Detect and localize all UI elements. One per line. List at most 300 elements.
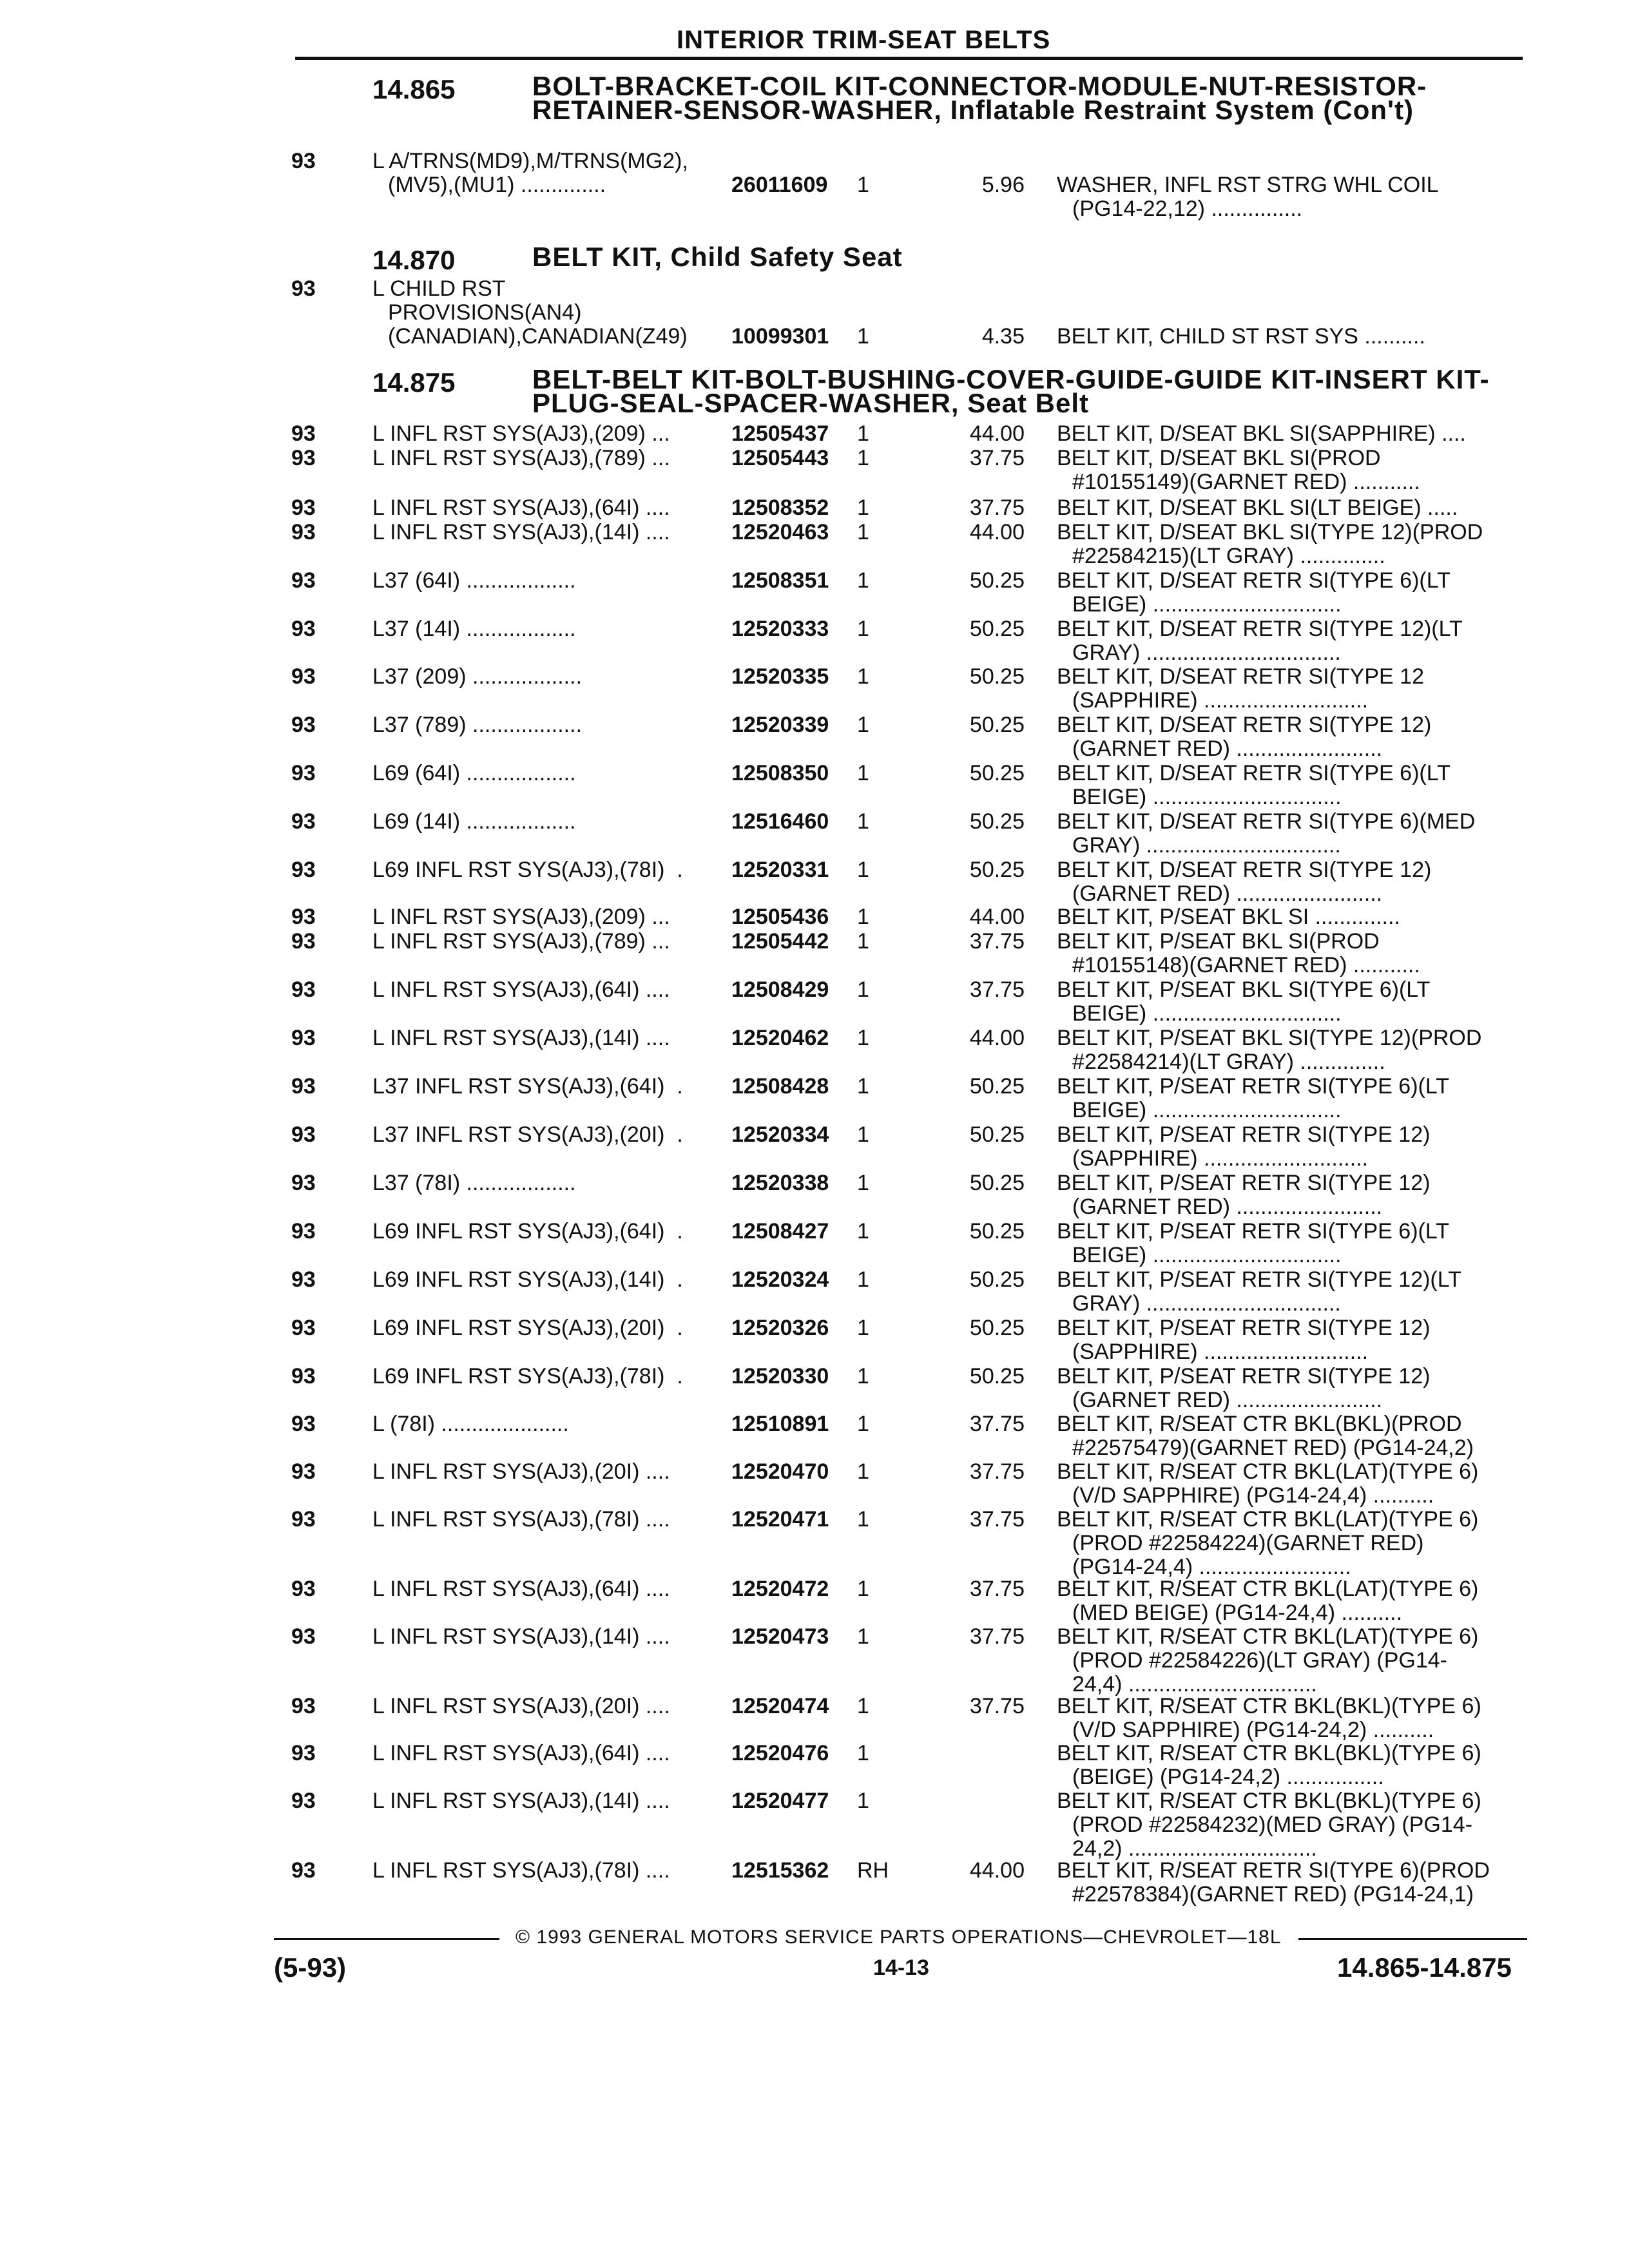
quantity: 1	[857, 905, 869, 929]
application-line: L (78I) .....................	[372, 1412, 569, 1436]
description-cell	[1057, 1075, 1527, 1122]
description-line: (GARNET RED) ........................	[1072, 1388, 1383, 1412]
group-number: 93	[291, 713, 316, 737]
price: 5.96	[981, 173, 1025, 197]
application-line: L37 INFL RST SYS(AJ3),(64I) .	[372, 1075, 683, 1099]
quantity: 1	[857, 1789, 869, 1813]
description-line: (SAPPHIRE) ...........................	[1072, 688, 1369, 713]
quantity: 1	[857, 617, 869, 641]
description-line: (V/D SAPPHIRE) (PG14-24,2) ..........	[1072, 1718, 1434, 1742]
application-cell	[372, 569, 720, 593]
footer-page-number: 14-13	[873, 1956, 929, 1980]
group-number: 93	[291, 421, 316, 446]
section-14865	[372, 71, 1532, 151]
description-line: BELT KIT, P/SEAT RETR SI(TYPE 6)(LT	[1057, 1074, 1449, 1099]
description-line: (GARNET RED) ........................	[1072, 736, 1383, 761]
application-cell	[372, 1123, 720, 1147]
application-cell	[372, 1742, 720, 1765]
description-line: BELT KIT, CHILD ST RST SYS ..........	[1057, 324, 1425, 349]
group-number: 93	[291, 1074, 316, 1099]
description-cell	[1057, 1268, 1527, 1316]
description-line: BELT KIT, D/SEAT RETR SI(TYPE 12)(LT	[1057, 617, 1463, 641]
application-cell	[372, 1859, 720, 1883]
application-cell	[372, 978, 720, 1002]
section-title: BELT KIT, Child Safety Seat	[532, 242, 903, 272]
quantity: 1	[857, 1026, 869, 1050]
application-line: L INFL RST SYS(AJ3),(64I) ....	[372, 978, 670, 1002]
part-number: 12516460	[731, 809, 829, 834]
application-line: L37 (14I) ..................	[372, 617, 576, 641]
part-number: 12520335	[731, 664, 829, 689]
quantity: 1	[857, 1219, 869, 1244]
description-line: #22584215)(LT GRAY) ..............	[1072, 544, 1385, 568]
description-line: BELT KIT, D/SEAT RETR SI(TYPE 6)(MED	[1057, 809, 1476, 834]
part-number: 12520472	[731, 1577, 829, 1601]
part-number: 12520462	[731, 1026, 829, 1050]
part-number: 12520463	[731, 520, 829, 544]
group-number: 93	[291, 1364, 316, 1389]
description-line: 24,2) ...............................	[1072, 1836, 1317, 1861]
description-cell	[1057, 1123, 1527, 1171]
price: 50.25	[969, 664, 1025, 689]
description-line: BELT KIT, P/SEAT BKL SI ..............	[1057, 905, 1400, 929]
application-cell	[372, 1365, 720, 1389]
application-cell	[372, 1316, 720, 1340]
price: 50.25	[969, 1171, 1025, 1195]
description-line: BEIGE) ...............................	[1072, 592, 1342, 617]
price: 50.25	[969, 617, 1025, 641]
description-cell	[1057, 617, 1527, 665]
description-line: BELT KIT, P/SEAT BKL SI(PROD	[1057, 929, 1380, 954]
description-cell	[1057, 930, 1527, 977]
application-line: L37 (64I) ..................	[372, 569, 576, 593]
price: 44.00	[969, 1026, 1025, 1050]
part-number: 10099301	[731, 324, 829, 349]
description-cell	[1057, 1460, 1527, 1508]
part-number: 12505436	[731, 905, 829, 929]
description-line: BEIGE) ...............................	[1072, 1098, 1342, 1122]
part-number: 12508352	[731, 495, 829, 520]
description-line: BELT KIT, P/SEAT RETR SI(TYPE 12)(LT	[1057, 1267, 1461, 1292]
quantity: 1	[857, 809, 869, 834]
group-number: 93	[291, 1577, 316, 1601]
part-number: 12520339	[731, 713, 829, 737]
application-cell	[372, 447, 720, 470]
description-line: GRAY) ................................	[1072, 833, 1341, 858]
description-line: #22575479)(GARNET RED) (PG14-24,2)	[1072, 1436, 1474, 1460]
quantity: 1	[857, 858, 869, 882]
price: 37.75	[969, 1624, 1025, 1649]
group-number: 93	[291, 809, 316, 834]
description-line: BELT KIT, D/SEAT RETR SI(TYPE 12	[1057, 664, 1424, 689]
description-line: (PROD #22584224)(GARNET RED)	[1072, 1531, 1424, 1555]
description-line: BELT KIT, P/SEAT BKL SI(TYPE 6)(LT	[1057, 977, 1431, 1002]
part-number: 12515362	[731, 1858, 829, 1883]
part-number: 12505437	[731, 421, 829, 446]
section-title: BOLT-BRACKET-COIL KIT-CONNECTOR-MODULE-NUT-RESISTOR-RETAINER-SENSOR-WASHER, Inflatable Restraint System (Con't)	[532, 71, 1427, 125]
page-title: INTERIOR TRIM-SEAT BELTS	[677, 26, 1051, 54]
description-line: BELT KIT, R/SEAT CTR BKL(LAT)(TYPE 6)	[1057, 1577, 1479, 1601]
group-number: 93	[291, 858, 316, 882]
application-line: (MV5),(MU1) ..............	[388, 173, 606, 197]
group-number: 93	[291, 1412, 316, 1436]
description-line: WASHER, INFL RST STRG WHL COIL	[1057, 173, 1439, 197]
description-cell	[1057, 1026, 1527, 1074]
part-number: 12508427	[731, 1219, 829, 1244]
application-cell	[372, 1789, 720, 1813]
part-number: 12505443	[731, 446, 829, 470]
quantity: 1	[857, 1122, 869, 1147]
application-line: L INFL RST SYS(AJ3),(209) ...	[372, 422, 670, 446]
description-cell	[1057, 1577, 1527, 1625]
description-line: BELT KIT, R/SEAT CTR BKL(BKL)(PROD	[1057, 1412, 1462, 1436]
description-cell	[1057, 905, 1527, 929]
part-number: 12520333	[731, 617, 829, 641]
quantity: 1	[857, 977, 869, 1002]
application-line: L37 INFL RST SYS(AJ3),(20I) .	[372, 1123, 683, 1147]
description-line: BEIGE) ...............................	[1072, 1243, 1342, 1267]
quantity: 1	[857, 1624, 869, 1649]
price: 50.25	[969, 713, 1025, 737]
price: 37.75	[969, 977, 1025, 1002]
part-number: 12508351	[731, 568, 829, 593]
description-cell	[1057, 447, 1527, 494]
description-line: BELT KIT, D/SEAT BKL SI(PROD	[1057, 446, 1381, 470]
price: 44.00	[969, 1858, 1025, 1883]
application-line: L INFL RST SYS(AJ3),(14I) ....	[372, 1026, 670, 1050]
description-line: #10155148)(GARNET RED) ...........	[1072, 953, 1420, 977]
description-line: BELT KIT, R/SEAT CTR BKL(LAT)(TYPE 6)	[1057, 1507, 1479, 1532]
application-line: L INFL RST SYS(AJ3),(209) ...	[372, 905, 670, 929]
price: 37.75	[969, 1459, 1025, 1484]
price: 50.25	[969, 1219, 1025, 1244]
part-number: 12508428	[731, 1074, 829, 1099]
part-number: 12520473	[731, 1624, 829, 1649]
description-line: BELT KIT, P/SEAT RETR SI(TYPE 12)	[1057, 1122, 1431, 1147]
application-line: L37 (789) ..................	[372, 713, 583, 737]
description-line: #22584214)(LT GRAY) ..............	[1072, 1050, 1385, 1074]
description-line: (PG14-22,12) ...............	[1072, 197, 1303, 221]
description-cell	[1057, 1365, 1527, 1412]
description-line: BELT KIT, R/SEAT CTR BKL(BKL)(TYPE 6)	[1057, 1789, 1481, 1813]
part-number: 12520470	[731, 1459, 829, 1484]
group-number: 93	[291, 1122, 316, 1147]
description-line: (PROD #22584226)(LT GRAY) (PG14-	[1072, 1648, 1448, 1673]
description-line: BELT KIT, D/SEAT BKL SI(TYPE 12)(PROD	[1057, 520, 1483, 544]
description-line: BEIGE) ...............................	[1072, 1001, 1342, 1026]
description-cell	[1057, 325, 1527, 349]
description-line: BELT KIT, D/SEAT BKL SI(SAPPHIRE) ....	[1057, 421, 1466, 446]
section-14870	[372, 242, 1532, 277]
price: 37.75	[969, 446, 1025, 470]
description-cell	[1057, 713, 1527, 761]
group-number: 93	[291, 446, 316, 470]
part-number: 12520334	[731, 1122, 829, 1147]
application-line: L INFL RST SYS(AJ3),(789) ...	[372, 930, 670, 954]
description-cell	[1057, 1789, 1527, 1861]
description-cell	[1057, 1625, 1527, 1696]
description-cell	[1057, 1742, 1527, 1789]
description-cell	[1057, 1859, 1527, 1907]
description-cell	[1057, 858, 1527, 906]
part-number: 12505442	[731, 929, 829, 954]
quantity: 1	[857, 421, 869, 446]
description-cell	[1057, 1171, 1527, 1219]
quantity: 1	[857, 1316, 869, 1340]
footer-rule-left	[274, 1938, 499, 1940]
description-cell	[1057, 496, 1527, 520]
group-number: 93	[291, 664, 316, 689]
description-cell	[1057, 1695, 1527, 1742]
application-cell	[372, 1577, 720, 1601]
part-number: 12508429	[731, 977, 829, 1002]
application-line: L INFL RST SYS(AJ3),(789) ...	[372, 447, 670, 470]
group-number: 93	[291, 1171, 316, 1195]
application-line: L INFL RST SYS(AJ3),(78I) ....	[372, 1859, 670, 1883]
price: 37.75	[969, 929, 1025, 954]
price: 44.00	[969, 905, 1025, 929]
part-number: 12520476	[731, 1741, 829, 1765]
quantity: 1	[857, 495, 869, 520]
application-cell	[372, 277, 720, 349]
price: 50.25	[969, 568, 1025, 593]
application-cell	[372, 496, 720, 520]
application-line: L INFL RST SYS(AJ3),(20I) ....	[372, 1695, 670, 1718]
application-line: L CHILD RST	[372, 277, 506, 301]
application-line: L37 (209) ..................	[372, 665, 583, 689]
application-line: L69 INFL RST SYS(AJ3),(64I) .	[372, 1220, 683, 1244]
description-line: BELT KIT, D/SEAT RETR SI(TYPE 12)	[1057, 713, 1432, 737]
application-line: L69 INFL RST SYS(AJ3),(14I) .	[372, 1268, 683, 1292]
group-number: 93	[291, 276, 316, 301]
group-number: 93	[291, 1026, 316, 1050]
description-cell	[1057, 521, 1527, 568]
quantity: 1	[857, 1577, 869, 1601]
application-cell	[372, 1460, 720, 1484]
part-number: 12520471	[731, 1507, 829, 1532]
application-line: L A/TRNS(MD9),M/TRNS(MG2),	[372, 149, 688, 173]
application-cell	[372, 930, 720, 954]
quantity: 1	[857, 1412, 869, 1436]
application-cell	[372, 762, 720, 785]
price: 50.25	[969, 1364, 1025, 1389]
group-number: 93	[291, 1624, 316, 1649]
application-line: PROVISIONS(AN4)	[388, 300, 582, 325]
header-rule	[295, 57, 1523, 60]
group-number: 93	[291, 1459, 316, 1484]
description-line: GRAY) ................................	[1072, 1291, 1341, 1316]
part-number: 12520477	[731, 1789, 829, 1813]
group-number: 93	[291, 495, 316, 520]
description-line: (SAPPHIRE) ...........................	[1072, 1340, 1369, 1364]
group-number: 93	[291, 1267, 316, 1292]
application-line: L69 INFL RST SYS(AJ3),(20I) .	[372, 1316, 683, 1340]
application-line: L INFL RST SYS(AJ3),(64I) ....	[372, 1577, 670, 1601]
part-number: 12520326	[731, 1316, 829, 1340]
application-cell	[372, 521, 720, 544]
description-line: (BEIGE) (PG14-24,2) ................	[1072, 1765, 1384, 1789]
description-line: BELT KIT, D/SEAT RETR SI(TYPE 12)	[1057, 858, 1432, 882]
application-line: L INFL RST SYS(AJ3),(64I) ....	[372, 496, 670, 520]
application-line: L INFL RST SYS(AJ3),(14I) ....	[372, 1789, 670, 1813]
section-number: 14.870	[372, 245, 456, 275]
quantity: 1	[857, 1459, 869, 1484]
quantity: 1	[857, 324, 869, 349]
section-number: 14.865	[372, 74, 456, 104]
group-number: 93	[291, 977, 316, 1002]
part-number: 12510891	[731, 1412, 829, 1436]
application-cell	[372, 1268, 720, 1292]
quantity: 1	[857, 446, 869, 470]
description-line: BELT KIT, R/SEAT CTR BKL(BKL)(TYPE 6)	[1057, 1694, 1481, 1718]
description-line: BELT KIT, P/SEAT RETR SI(TYPE 12)	[1057, 1316, 1431, 1340]
description-line: BELT KIT, P/SEAT RETR SI(TYPE 12)	[1057, 1171, 1431, 1195]
section-title: BELT-BELT KIT-BOLT-BUSHING-COVER-GUIDE-GUIDE KIT-INSERT KIT-PLUG-SEAL-SPACER-WASHER, Seat Belt	[532, 364, 1490, 418]
price: 50.25	[969, 1074, 1025, 1099]
description-line: BELT KIT, P/SEAT RETR SI(TYPE 12)	[1057, 1364, 1431, 1389]
description-line: (PG14-24,4) .........................	[1072, 1555, 1351, 1579]
description-cell	[1057, 1316, 1527, 1364]
group-number: 93	[291, 905, 316, 929]
description-cell	[1057, 762, 1527, 809]
price: 37.75	[969, 1577, 1025, 1601]
description-line: (V/D SAPPHIRE) (PG14-24,4) ..........	[1072, 1483, 1434, 1508]
application-cell	[372, 665, 720, 689]
price: 50.25	[969, 761, 1025, 785]
application-line: L INFL RST SYS(AJ3),(14I) ....	[372, 1625, 670, 1649]
group-number: 93	[291, 1694, 316, 1718]
description-line: BELT KIT, D/SEAT RETR SI(TYPE 6)(LT	[1057, 761, 1451, 785]
quantity: 1	[857, 1507, 869, 1532]
application-cell	[372, 1171, 720, 1195]
application-cell	[372, 713, 720, 737]
application-cell	[372, 617, 720, 641]
group-number: 93	[291, 1741, 316, 1765]
price: 37.75	[969, 1694, 1025, 1718]
description-cell	[1057, 569, 1527, 617]
quantity: 1	[857, 664, 869, 689]
application-cell	[372, 1695, 720, 1718]
description-line: BELT KIT, D/SEAT BKL SI(LT BEIGE) .....	[1057, 495, 1458, 520]
price: 50.25	[969, 1122, 1025, 1147]
application-line: (CANADIAN),CANADIAN(Z49)	[388, 324, 688, 349]
application-cell	[372, 1220, 720, 1244]
description-line: BELT KIT, R/SEAT CTR BKL(BKL)(TYPE 6)	[1057, 1741, 1481, 1765]
description-line: BELT KIT, P/SEAT BKL SI(TYPE 12)(PROD	[1057, 1026, 1482, 1050]
group-number: 93	[291, 761, 316, 785]
part-number: 12508350	[731, 761, 829, 785]
application-cell	[372, 1412, 720, 1436]
application-cell	[372, 905, 720, 929]
price: 44.00	[969, 520, 1025, 544]
price: 37.75	[969, 495, 1025, 520]
price: 4.35	[981, 324, 1025, 349]
quantity: 1	[857, 761, 869, 785]
application-line: L INFL RST SYS(AJ3),(14I) ....	[372, 521, 670, 544]
part-number: 12520338	[731, 1171, 829, 1195]
description-line: #10155149)(GARNET RED) ...........	[1072, 470, 1420, 494]
application-cell	[372, 858, 720, 882]
quantity: 1	[857, 520, 869, 544]
quantity: 1	[857, 1074, 869, 1099]
price: 37.75	[969, 1507, 1025, 1532]
price: 50.25	[969, 858, 1025, 882]
description-line: #22578384)(GARNET RED) (PG14-24,1)	[1072, 1882, 1474, 1907]
application-line: L INFL RST SYS(AJ3),(64I) ....	[372, 1742, 670, 1765]
group-number: 93	[291, 929, 316, 954]
part-number: 12520474	[731, 1694, 829, 1718]
price: 50.25	[969, 1316, 1025, 1340]
price: 50.25	[969, 1267, 1025, 1292]
quantity: 1	[857, 568, 869, 593]
description-line: 24,4) ...............................	[1072, 1672, 1317, 1696]
application-line: L69 INFL RST SYS(AJ3),(78I) .	[372, 858, 683, 882]
description-line: BELT KIT, R/SEAT RETR SI(TYPE 6)(PROD	[1057, 1858, 1490, 1883]
application-cell	[372, 1625, 720, 1649]
application-line: L69 INFL RST SYS(AJ3),(78I) .	[372, 1365, 683, 1389]
application-line: L INFL RST SYS(AJ3),(20I) ....	[372, 1460, 670, 1484]
description-line: BELT KIT, R/SEAT CTR BKL(LAT)(TYPE 6)	[1057, 1459, 1479, 1484]
footer-date: (5-93)	[274, 1952, 347, 1983]
description-cell	[1057, 1220, 1527, 1267]
description-line: BELT KIT, R/SEAT CTR BKL(LAT)(TYPE 6)	[1057, 1624, 1479, 1649]
description-line: BEIGE) ...............................	[1072, 785, 1342, 809]
group-number: 93	[291, 1316, 316, 1340]
application-cell	[372, 810, 720, 834]
quantity: 1	[857, 1364, 869, 1389]
part-number: 26011609	[731, 173, 828, 197]
group-number: 93	[291, 1858, 316, 1883]
part-number: 12520324	[731, 1267, 829, 1292]
description-line: GRAY) ................................	[1072, 640, 1341, 665]
footer-copyright: © 1993 GENERAL MOTORS SERVICE PARTS OPERATIONS—CHEVROLET—18L	[516, 1927, 1282, 1948]
quantity: 1	[857, 929, 869, 954]
application-cell	[372, 1508, 720, 1532]
description-line: BELT KIT, P/SEAT RETR SI(TYPE 6)(LT	[1057, 1219, 1449, 1244]
price: 44.00	[969, 421, 1025, 446]
part-number: 12520330	[731, 1364, 829, 1389]
group-number: 93	[291, 1219, 316, 1244]
group-number: 93	[291, 520, 316, 544]
description-cell	[1057, 1508, 1527, 1579]
description-cell	[1057, 1412, 1527, 1460]
group-number: 93	[291, 1789, 316, 1813]
description-cell	[1057, 665, 1527, 713]
price: 50.25	[969, 809, 1025, 834]
description-line: (GARNET RED) ........................	[1072, 1195, 1383, 1219]
description-line: BELT KIT, D/SEAT RETR SI(TYPE 6)(LT	[1057, 568, 1451, 593]
group-number: 93	[291, 149, 316, 173]
application-cell	[372, 1075, 720, 1099]
footer-rule-right	[1298, 1938, 1527, 1940]
application-cell	[372, 1026, 720, 1050]
group-number: 93	[291, 1507, 316, 1532]
description-line: (PROD #22584232)(MED GRAY) (PG14-	[1072, 1812, 1473, 1837]
quantity: 1	[857, 1741, 869, 1765]
application-line: L69 (14I) ..................	[372, 810, 576, 834]
quantity: 1	[857, 1694, 869, 1718]
description-line: (SAPPHIRE) ...........................	[1072, 1146, 1369, 1171]
description-cell	[1057, 173, 1527, 221]
description-cell	[1057, 422, 1527, 446]
description-line: (GARNET RED) ........................	[1072, 881, 1383, 906]
quantity: RH	[857, 1858, 889, 1883]
group-number: 93	[291, 568, 316, 593]
part-number: 12520331	[731, 858, 829, 882]
description-cell	[1057, 810, 1527, 858]
section-number: 14.875	[372, 367, 456, 398]
application-cell	[372, 149, 720, 197]
